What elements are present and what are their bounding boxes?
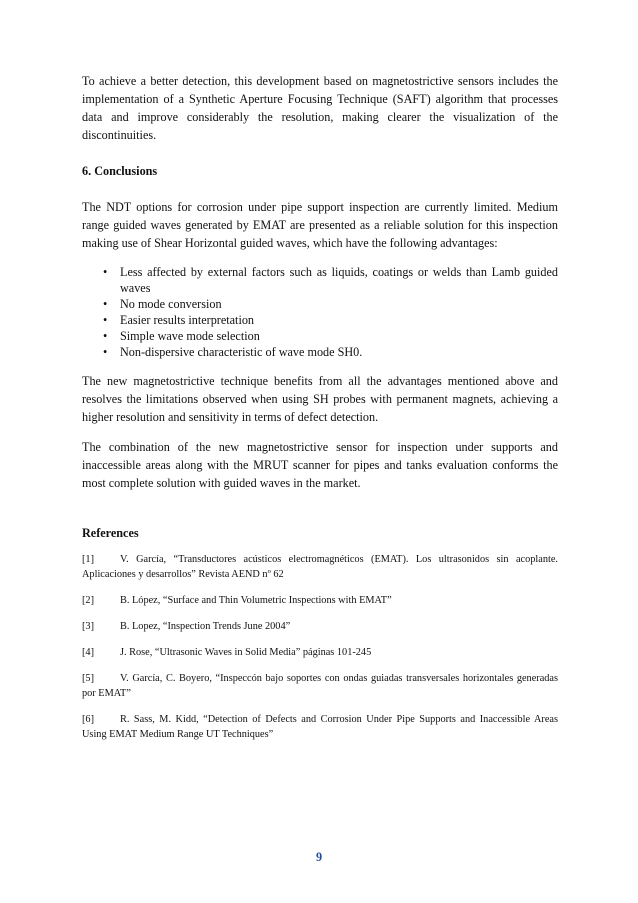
conclusions-paragraph-1: The NDT options for corrosion under pipe support inspection are currently limited. Medium range guided waves generated by EMAT are presented as a reliable solution for this inspection making use of Shear Horizontal guided waves, which have the following advantages: <box>82 200 558 250</box>
reference-number: [1] <box>82 554 95 565</box>
reference-item <box>82 645 558 660</box>
reference-item <box>82 671 558 701</box>
bullet-icon: • <box>103 329 108 343</box>
reference-number: [2] <box>82 595 95 606</box>
reference-text: B. Lopez, “Inspection Trends June 2004” <box>120 621 291 632</box>
document-page <box>82 72 558 753</box>
reference-item <box>82 552 558 582</box>
reference-number: [6] <box>82 714 95 725</box>
reference-item <box>82 712 558 742</box>
list-item-text: Non-dispersive characteristic of wave mode SH0. <box>120 345 363 359</box>
list-item-text: Easier results interpretation <box>120 313 255 327</box>
page-number: 9 <box>315 850 323 864</box>
bullet-icon: • <box>103 313 108 327</box>
reference-text: B. López, “Surface and Thin Volumetric Inspections with EMAT” <box>120 595 392 606</box>
reference-text: J. Rose, “Ultrasonic Waves in Solid Media” páginas 101-245 <box>120 647 372 658</box>
list-item <box>82 312 558 328</box>
conclusions-paragraph-2: The new magnetostrictive technique benefits from all the advantages mentioned above and resolves the limitations observed when using SH probes with permanent magnets, achieving a higher resolution and sensitivity in terms of defect detection. <box>82 374 558 424</box>
reference-text: R. Sass, M. Kidd, “Detection of Defects and Corrosion Under Pipe Supports and Inaccessible Areas Using EMAT Medium Range UT Techniques” <box>82 714 558 740</box>
list-item-text: No mode conversion <box>120 297 222 311</box>
list-item-text: Less affected by external factors such as liquids, coatings or welds than Lamb guided waves <box>120 265 558 295</box>
reference-number: [3] <box>82 621 95 632</box>
list-item <box>82 328 558 344</box>
reference-text: V. García, “Transductores acústicos electromagnéticos (EMAT). Los ultrasonidos sin acoplante. Aplicaciones y desarrollos” Revista AEND nº 62 <box>82 554 558 580</box>
reference-item <box>82 619 558 634</box>
references-list <box>82 552 558 742</box>
reference-item <box>82 593 558 608</box>
reference-text: V. García, C. Boyero, “Inspeccón bajo soportes con ondas guiadas transversales horizontales generadas por EMAT” <box>82 673 558 699</box>
conclusions-paragraph-3: The combination of the new magnetostrictive sensor for inspection under supports and inaccessible areas along with the MRUT scanner for pipes and tanks evaluation conforms the most complete solution with guided waves in the market. <box>82 440 558 490</box>
bullet-icon: • <box>103 297 108 311</box>
references-heading: References <box>82 526 139 540</box>
reference-number: [4] <box>82 647 95 658</box>
list-item <box>82 296 558 312</box>
reference-number: [5] <box>82 673 95 684</box>
bullet-icon: • <box>103 265 108 279</box>
section-heading-conclusions: 6. Conclusions <box>82 164 158 178</box>
bullet-icon: • <box>103 345 108 359</box>
advantages-list <box>82 264 558 360</box>
list-item <box>82 344 558 360</box>
intro-paragraph: To achieve a better detection, this development based on magnetostrictive sensors includes the implementation of a Synthetic Aperture Focusing Technique (SAFT) algorithm that processes data and improve considerably the resolution, making clearer the visualization of the discontinuities. <box>82 74 558 142</box>
list-item-text: Simple wave mode selection <box>120 329 260 343</box>
list-item <box>82 264 558 296</box>
